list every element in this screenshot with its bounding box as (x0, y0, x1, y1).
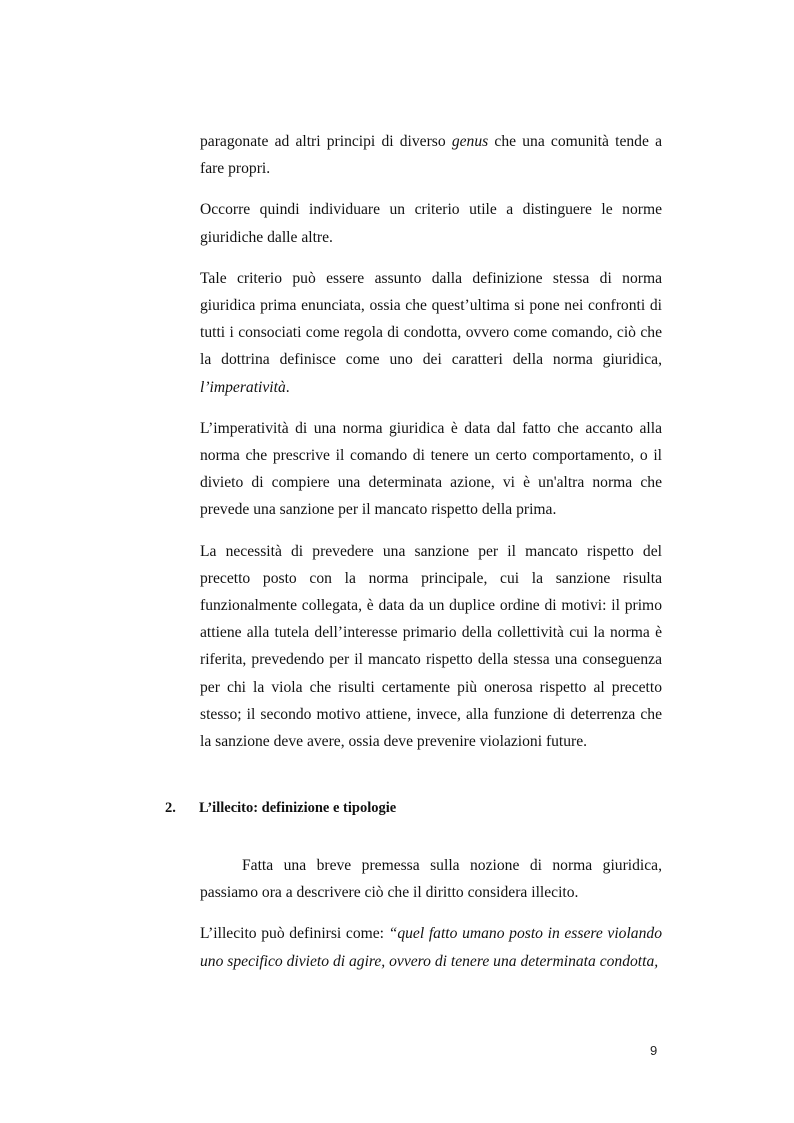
paragraph-1-text-a: paragonate ad altri principi di diverso (200, 133, 452, 150)
paragraph-1 (200, 128, 662, 182)
paragraph-3 (200, 265, 662, 401)
section-2-body (200, 852, 662, 989)
paragraph-1-italic: genus (451, 133, 489, 150)
page-number: 9 (650, 1043, 658, 1058)
section-1-body (200, 128, 662, 769)
paragraph-3-italic: l’imperatività (200, 378, 286, 396)
section-2-title: L’illecito: definizione e tipologie (199, 800, 397, 816)
section-2-paragraph-2-quote: “quel fatto umano posto in essere violando uno specifico divieto di agire, ovvero di tenere una determinata condotta, (200, 925, 662, 970)
paragraph-4: L’imperatività di una norma giuridica è data dal fatto che accanto alla norma che prescrive il comando di tenere un certo comportamento, o il divieto di compiere una determinata azione, vi è un'altra norma che prevede una sanzione per il mancato rispetto della prima. (200, 419, 662, 519)
section-2-heading (165, 800, 396, 817)
paragraph-3-text-a: Tale criterio può essere assunto dalla definizione stessa di norma giuridica prima enunciata, ossia che quest’ultima si pone nei confronti di tutti i consociati come regola di condotta, ovvero come comando, ciò che la dottrina definisce come uno dei caratteri della norma giuridica, (200, 269, 662, 369)
section-2-number: 2. (165, 800, 176, 816)
section-2-paragraph-2-text: L’illecito può definirsi come: (200, 925, 389, 943)
section-2-paragraph-2 (200, 920, 662, 974)
paragraph-1-text-b: che una comunità tende a fare propri. (200, 133, 662, 178)
paragraph-3-text-b: . (285, 378, 290, 396)
paragraph-2: Occorre quindi individuare un criterio utile a distinguere le norme giuridiche dalle altre. (200, 201, 662, 246)
paragraph-5: La necessità di prevedere una sanzione per il mancato rispetto del precetto posto con la norma principale, cui la sanzione risulta funzionalmente collegata, è data da un duplice ordine di motivi: il primo attiene alla tutela dell’interesse primario della collettività cui la norma è riferita, prevedendo per il mancato rispetto della stessa una conseguenza per chi la viola che risulti certamente più onerosa rispetto al precetto stesso; il secondo motivo attiene, invece, alla funzione di deterrenza che la sanzione deve avere, ossia deve prevenire violazioni future. (200, 542, 662, 751)
section-2-paragraph-1: Fatta una breve premessa sulla nozione di norma giuridica, passiamo ora a descrivere ciò che il diritto considera illecito. (200, 857, 662, 902)
